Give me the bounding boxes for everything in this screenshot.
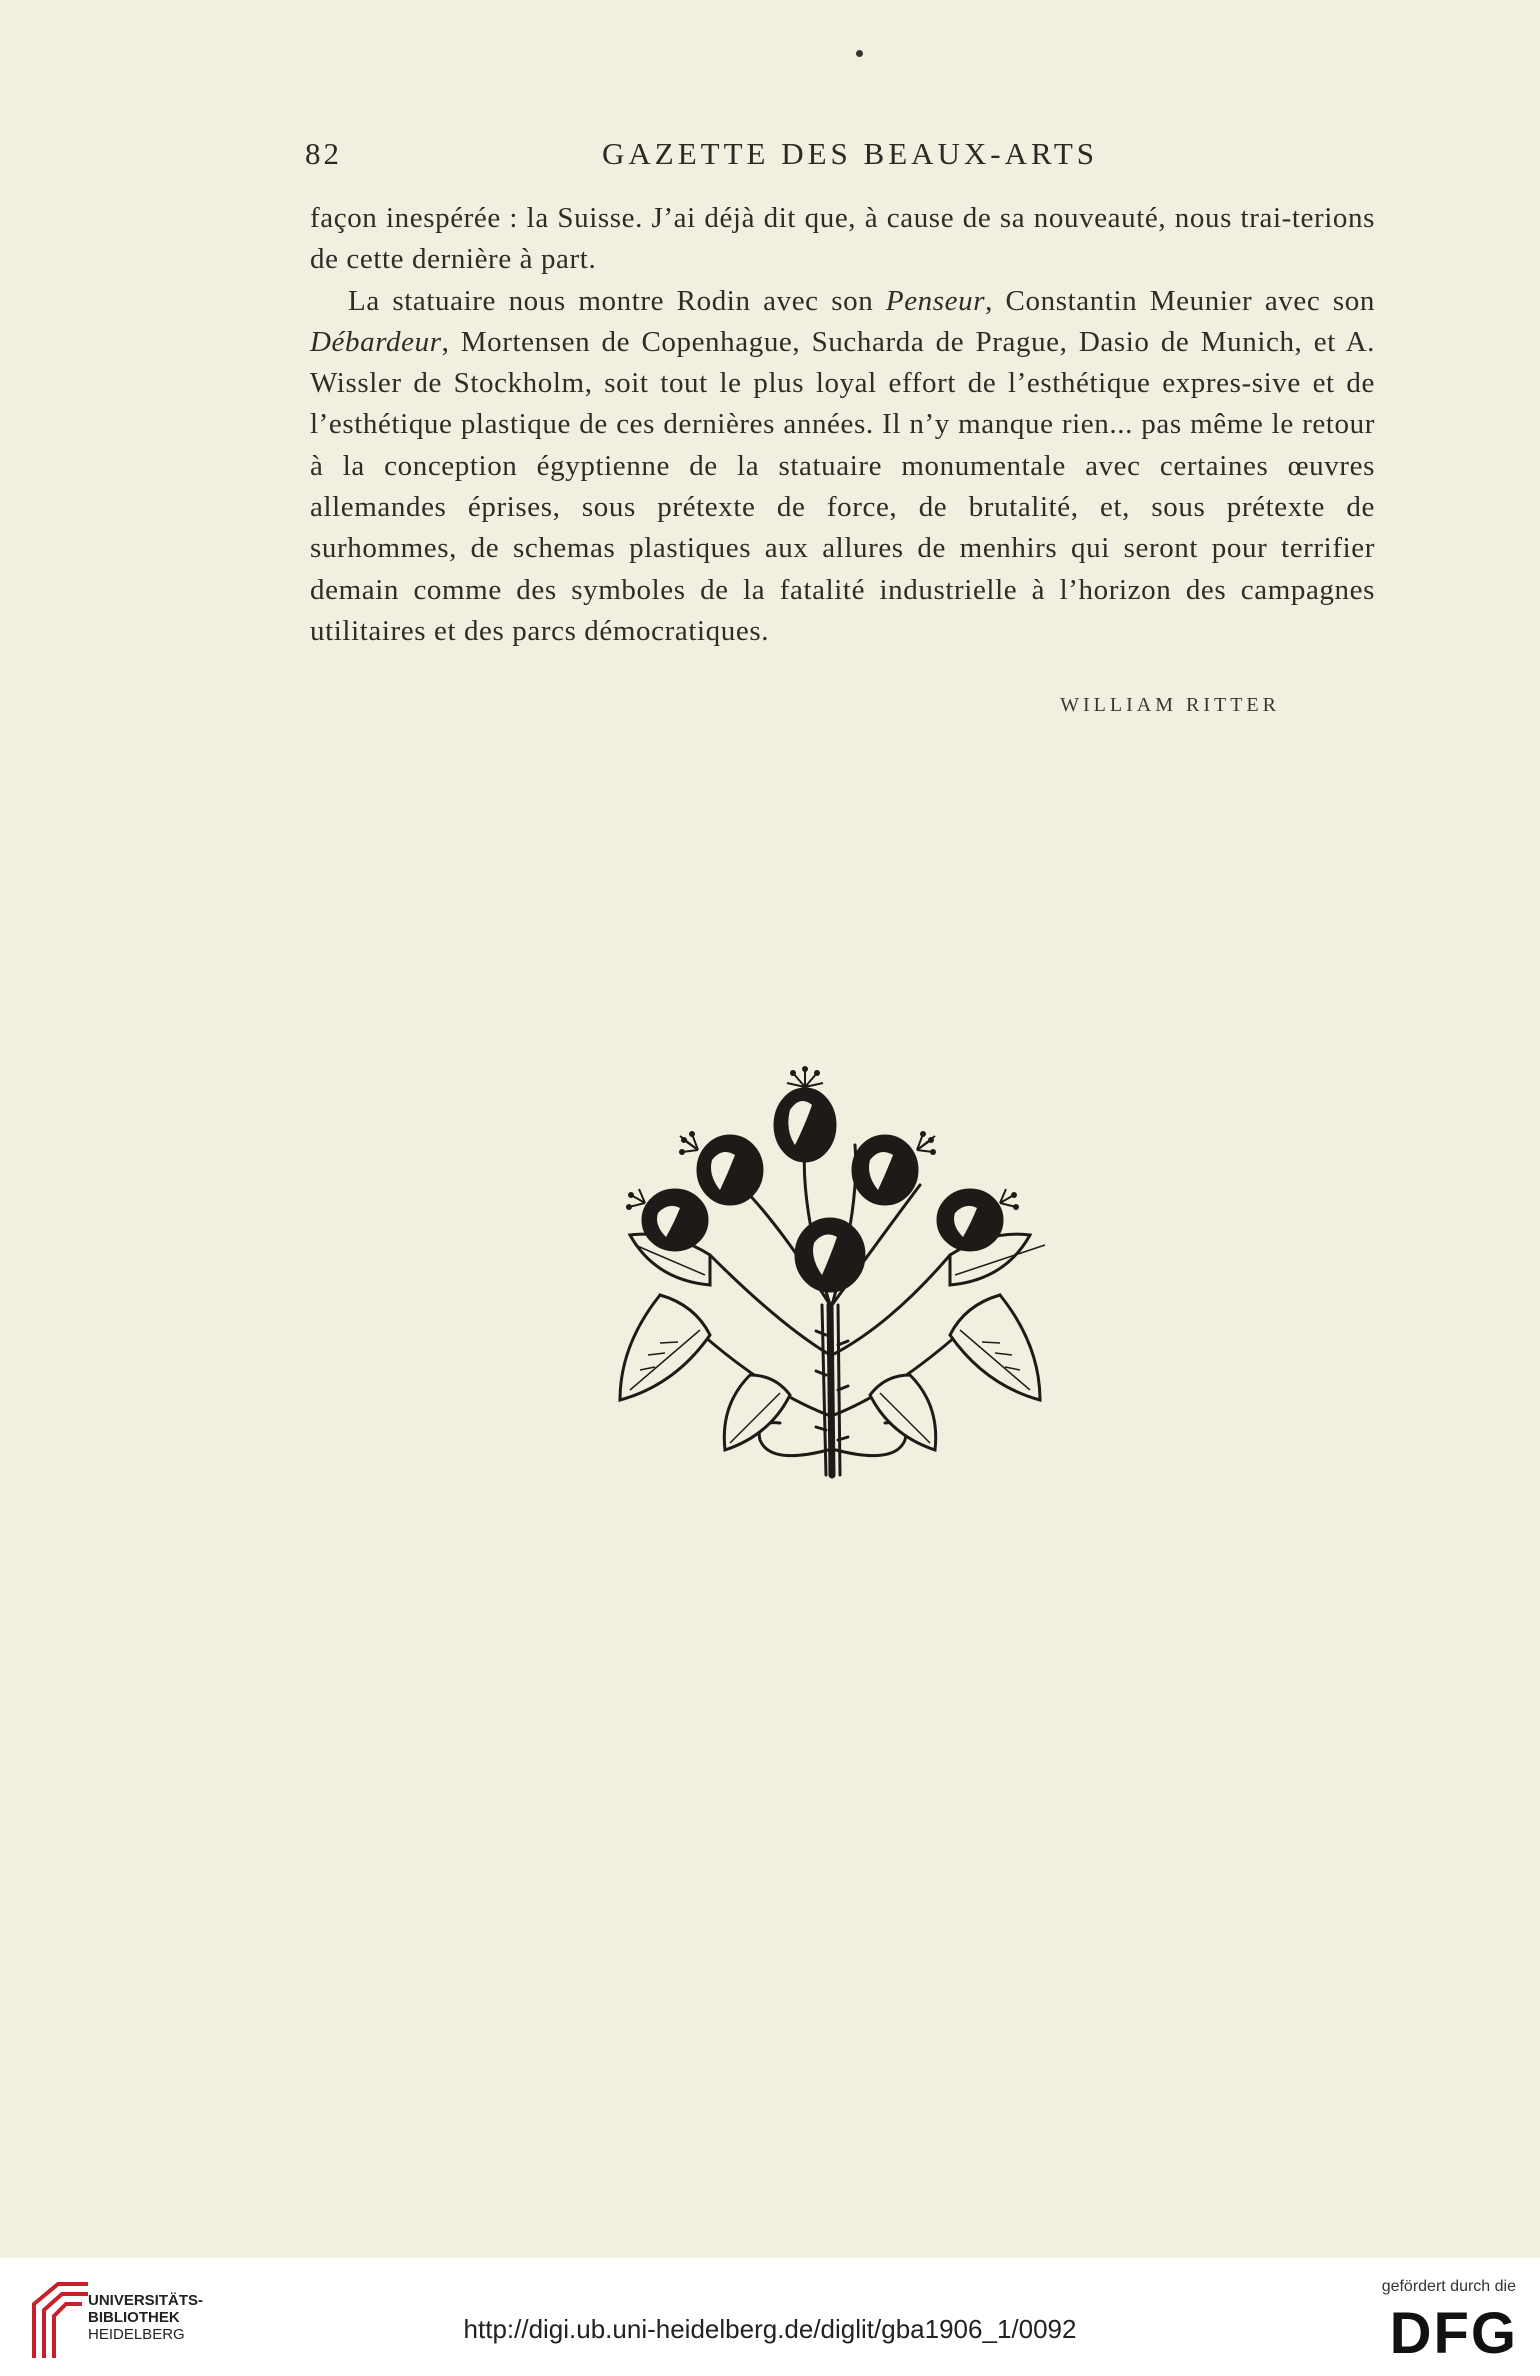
text-segment: , Mortensen de Copenhague, Sucharda de Prague, Dasio de Munich, et A. Wissler de Stockholm, soit tout le plus loyal effort de l’esthétique expres-sive et de l’esthétique plastique de ces dernières années. Il n’y manque rien... pas même le retour à la conception égyptienne de la statuaire monumentale avec certaines œuvres allemandes éprises, sous prétexte de force, de brutalité, et, sous prétexte de surhommes, de schemas plastiques aux allures de menhirs qui seront pour terrifier demain comme des symboles de la fatalité industrielle à l’horizon des campagnes utilitaires et des parcs démocratiques. bbox=[310, 325, 1375, 647]
paragraph: façon inespérée : la Suisse. J’ai déjà dit que, à cause de sa nouveauté, nous trai-terions de cette dernière à part. bbox=[310, 202, 1375, 276]
paragraph bbox=[310, 281, 1375, 653]
running-head bbox=[305, 130, 1395, 180]
dfg-logo: DFG bbox=[1389, 2301, 1518, 2366]
rosehip-branch-ornament-icon bbox=[600, 1055, 1060, 1495]
text-segment: La statuaire nous montre Rodin avec son bbox=[348, 284, 886, 317]
page-number: 82 bbox=[305, 136, 342, 171]
sponsor-label: gefördert durch die bbox=[1381, 2278, 1516, 2295]
print-mark bbox=[856, 50, 863, 57]
library-name-line: HEIDELBERG bbox=[88, 2326, 185, 2343]
library-name-line: UNIVERSITÄTS- bbox=[88, 2292, 204, 2309]
author-signature: WILLIAM RITTER bbox=[1060, 694, 1280, 716]
permalink-url[interactable]: http://digi.ub.uni-heidelberg.de/diglit/gba1906_1/0092 bbox=[463, 2314, 1077, 2344]
journal-title: GAZETTE DES BEAUX-ARTS bbox=[602, 136, 1098, 171]
library-name-line: BIBLIOTHEK bbox=[88, 2309, 180, 2326]
digitization-footer bbox=[0, 2258, 1540, 2376]
article-body bbox=[310, 198, 1375, 652]
artwork-title: Penseur bbox=[885, 284, 986, 317]
text-segment: , Constantin Meunier avec son bbox=[985, 284, 1375, 317]
artwork-title: Débardeur bbox=[310, 325, 442, 358]
